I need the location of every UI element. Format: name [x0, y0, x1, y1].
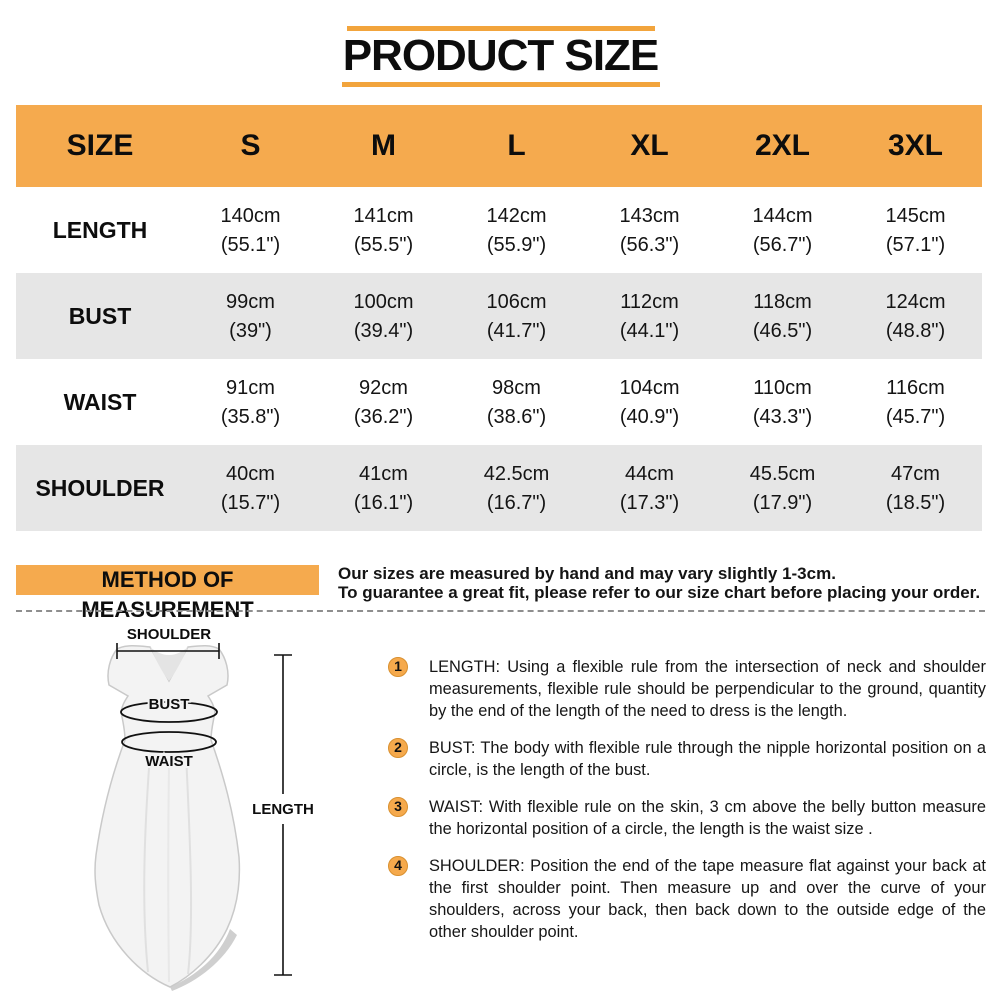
cell-waist-2xl — [716, 378, 849, 427]
cell-inch: (17.9") — [752, 491, 813, 514]
cell-cm: 100cm — [353, 290, 414, 313]
title-block — [0, 26, 1001, 87]
cell-shoulder-m — [317, 464, 450, 513]
cell-inch: (40.9") — [619, 405, 680, 428]
instruction-text: SHOULDER: Position the end of the tape measure flat against your back at the first shoulder point. Then measure up and over the curve of your shoulders, across your back, then back down to the outside edge of the other shoulder point. — [429, 857, 986, 941]
size-chart-table — [16, 105, 982, 531]
size-disclaimer — [338, 564, 980, 602]
cell-length-s — [184, 206, 317, 255]
instruction-text: WAIST: With flexible rule on the skin, 3 cm above the belly button measure the horizontal position of a circle, the length is the waist size . — [429, 798, 986, 838]
column-header-2xl: 2XL — [754, 129, 811, 162]
cell-cm: 141cm — [353, 204, 414, 227]
cell-waist-xl — [583, 378, 716, 427]
cell-cm: 112cm — [620, 290, 679, 313]
cell-inch: (36.2") — [353, 405, 414, 428]
cell-length-3xl — [849, 206, 982, 255]
cell-inch: (48.8") — [885, 319, 946, 342]
title-accent-bar-bottom — [342, 82, 660, 87]
cell-cm: 99cm — [226, 290, 275, 313]
row-label-bust: BUST — [68, 302, 132, 329]
cell-cm: 118cm — [753, 290, 812, 313]
diagram-length-label: LENGTH — [252, 801, 314, 818]
instruction-length — [388, 656, 986, 722]
cell-inch: (56.3") — [619, 233, 680, 256]
cell-waist-l — [450, 378, 583, 427]
instruction-bust — [388, 737, 986, 781]
method-heading: METHOD OF MEASUREMENT — [16, 565, 319, 595]
cell-inch: (35.8") — [220, 405, 281, 428]
cell-cm: 44cm — [625, 462, 674, 485]
cell-bust-xl — [583, 292, 716, 341]
cell-inch: (45.7") — [885, 405, 946, 428]
cell-cm: 92cm — [359, 376, 408, 399]
cell-inch: (38.6") — [486, 405, 547, 428]
cell-inch: (39") — [229, 319, 272, 342]
instruction-waist — [388, 796, 986, 840]
dress-fold-line — [168, 762, 169, 982]
row-label-waist: WAIST — [63, 388, 137, 415]
cell-cm: 110cm — [753, 376, 812, 399]
cell-inch: (44.1") — [619, 319, 680, 342]
cell-shoulder-3xl — [849, 464, 982, 513]
cell-waist-s — [184, 378, 317, 427]
table-row-shoulder — [16, 445, 982, 531]
cell-cm: 145cm — [885, 204, 946, 227]
cell-cm: 144cm — [752, 204, 813, 227]
cell-shoulder-l — [450, 464, 583, 513]
method-of-measurement-section — [16, 564, 982, 622]
row-label-length: LENGTH — [52, 216, 148, 243]
cell-shoulder-s — [184, 464, 317, 513]
cell-inch: (15.7") — [220, 491, 281, 514]
cell-inch: (43.3") — [752, 405, 813, 428]
table-row-bust — [16, 273, 982, 359]
cell-inch: (16.1") — [353, 491, 414, 514]
step-number-badge: 4 — [388, 856, 408, 876]
column-header-m: M — [371, 129, 396, 162]
cell-inch: (41.7") — [486, 319, 547, 342]
column-header-s: S — [240, 129, 261, 162]
table-header-row — [16, 105, 982, 187]
cell-cm: 98cm — [492, 376, 541, 399]
cell-inch: (18.5") — [885, 491, 946, 514]
cell-cm: 142cm — [486, 204, 547, 227]
dashed-divider — [16, 610, 985, 612]
diagram-waist-label: WAIST — [145, 753, 193, 770]
diagram-shoulder-label: SHOULDER — [126, 626, 212, 643]
cell-length-m — [317, 206, 450, 255]
cell-waist-3xl — [849, 378, 982, 427]
cell-cm: 42.5cm — [483, 462, 550, 485]
column-header-size: SIZE — [66, 129, 134, 162]
cell-cm: 124cm — [885, 290, 946, 313]
cell-inch: (55.5") — [353, 233, 414, 256]
cell-inch: (39.4") — [353, 319, 414, 342]
cell-bust-3xl — [849, 292, 982, 341]
column-header-l: L — [507, 129, 526, 162]
cell-bust-2xl — [716, 292, 849, 341]
cell-cm: 116cm — [886, 376, 945, 399]
cell-bust-s — [184, 292, 317, 341]
cell-inch: (17.3") — [619, 491, 680, 514]
cell-cm: 47cm — [891, 462, 940, 485]
table-row-waist — [16, 359, 982, 445]
cell-inch: (56.7") — [752, 233, 813, 256]
cell-shoulder-xl — [583, 464, 716, 513]
cell-cm: 104cm — [619, 376, 680, 399]
cell-shoulder-2xl — [716, 464, 849, 513]
measurement-instructions — [388, 656, 986, 958]
cell-cm: 40cm — [226, 462, 275, 485]
cell-inch: (16.7") — [486, 491, 547, 514]
step-number-badge: 3 — [388, 797, 408, 817]
dress-measurement-diagram — [28, 622, 373, 997]
cell-length-2xl — [716, 206, 849, 255]
diagram-bust-label: BUST — [148, 696, 190, 713]
cell-cm: 143cm — [619, 204, 680, 227]
disclaimer-line-2: To guarantee a great fit, please refer to our size chart before placing your order. — [338, 583, 981, 602]
cell-cm: 91cm — [226, 376, 275, 399]
page-title: PRODUCT SIZE — [342, 31, 659, 80]
cell-length-l — [450, 206, 583, 255]
instruction-text: LENGTH: Using a flexible rule from the intersection of neck and shoulder measurements, flexible rule should be perpendicular to the ground, quantity by the end of the length of the need to dress is the length. — [429, 658, 986, 720]
cell-cm: 106cm — [486, 290, 547, 313]
cell-bust-l — [450, 292, 583, 341]
cell-cm: 140cm — [220, 204, 281, 227]
instruction-text: BUST: The body with flexible rule through the nipple horizontal position on a circle, is the length of the bust. — [429, 739, 986, 779]
column-header-xl: XL — [630, 129, 669, 162]
cell-inch: (55.9") — [486, 233, 547, 256]
column-header-3xl: 3XL — [887, 129, 944, 162]
cell-bust-m — [317, 292, 450, 341]
cell-waist-m — [317, 378, 450, 427]
cell-length-xl — [583, 206, 716, 255]
step-number-badge: 1 — [388, 657, 408, 677]
cell-cm: 41cm — [359, 462, 408, 485]
instruction-shoulder — [388, 855, 986, 943]
row-label-shoulder: SHOULDER — [35, 474, 165, 501]
cell-cm: 45.5cm — [749, 462, 816, 485]
cell-inch: (55.1") — [220, 233, 281, 256]
cell-inch: (57.1") — [885, 233, 946, 256]
disclaimer-line-1: Our sizes are measured by hand and may vary slightly 1-3cm. — [338, 564, 836, 583]
table-row-length — [16, 187, 982, 273]
step-number-badge: 2 — [388, 738, 408, 758]
cell-inch: (46.5") — [752, 319, 813, 342]
